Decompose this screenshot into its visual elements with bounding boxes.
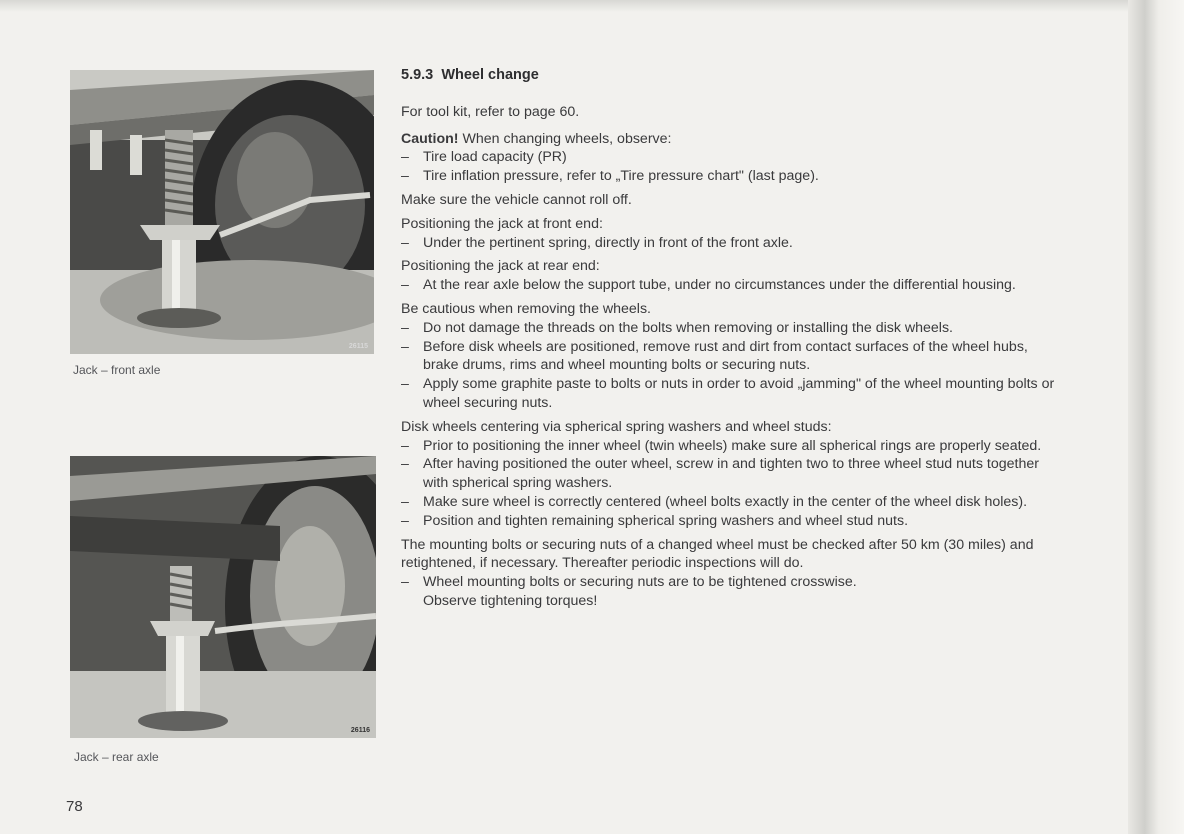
- front-axle-jack-photo: [70, 70, 374, 354]
- paragraph: [401, 103, 1091, 122]
- list-item: – Make sure wheel is correctly centered (wheel bolts exactly in the center of the wheel disk holes).: [401, 493, 1066, 512]
- list-item: – Prior to positioning the inner wheel (twin wheels) make sure all spherical rings are properly seated.: [401, 437, 1066, 456]
- section-number: 5.9.3: [401, 67, 434, 83]
- paragraph-text: For tool kit, refer to page 60.: [401, 103, 580, 120]
- photo-reference-code: 26116: [350, 727, 370, 734]
- paragraph: [401, 257, 1041, 295]
- paragraph-text: Be cautious when removing the wheels.: [401, 300, 651, 317]
- page-top-edge: [0, 0, 1184, 12]
- page-gutter: [1128, 0, 1184, 834]
- list-item: – Under the pertinent spring, directly in front of the front axle.: [401, 234, 1091, 253]
- list-item: – Apply some graphite paste to bolts or nuts in order to avoid „jamming" of the wheel mounting bolts or wheel securing nuts.: [401, 375, 1066, 413]
- paragraph-text: Make sure the vehicle cannot roll off.: [401, 191, 632, 208]
- paragraph-text: The mounting bolts or securing nuts of a changed wheel must be checked after 50 km (30 miles) and retightened, if necessary. Thereafter periodic inspections will do.: [401, 536, 1034, 572]
- paragraph-text: Disk wheels centering via spherical spring washers and wheel studs:: [401, 418, 832, 435]
- figure-caption: Jack – rear axle: [74, 750, 159, 764]
- paragraph: [401, 536, 1091, 611]
- photo-reference-code: 26115: [348, 343, 368, 350]
- paragraph: [401, 300, 1066, 413]
- list-item: – Position and tighten remaining spherical spring washers and wheel stud nuts.: [401, 512, 1066, 531]
- paragraph: [401, 130, 1091, 186]
- list-item: – Before disk wheels are positioned, remove rust and dirt from contact surfaces of the wheel hubs, brake drums, rims and wheel mounting bolts or securing nuts.: [401, 338, 1066, 376]
- section-title: Wheel change: [441, 67, 539, 83]
- list-item: – At the rear axle below the support tube, under no circumstances under the differential housing.: [401, 276, 1041, 295]
- paragraph-text: Positioning the jack at front end:: [401, 215, 603, 232]
- rear-axle-jack-photo: [70, 456, 376, 738]
- page-number: 78: [66, 798, 83, 815]
- list-item: – Tire inflation pressure, refer to „Tire pressure chart" (last page).: [401, 167, 1091, 186]
- list-item: – Do not damage the threads on the bolts when removing or installing the disk wheels.: [401, 319, 1066, 338]
- list-item: – Wheel mounting bolts or securing nuts are to be tightened crosswise.: [401, 573, 1091, 592]
- section-heading: [401, 66, 1091, 85]
- list-item: – After having positioned the outer wheel, screw in and tighten two to three wheel stud nuts together with spherical spring washers.: [401, 455, 1066, 493]
- figure-caption: Jack – front axle: [73, 363, 161, 377]
- paragraph: [401, 191, 1091, 210]
- paragraph: [401, 215, 1091, 253]
- list-item-note: Observe tightening torques!: [423, 592, 598, 609]
- paragraph-text: When changing wheels, observe:: [458, 130, 672, 147]
- paragraph: [401, 418, 1066, 531]
- paragraph-text: Positioning the jack at rear end:: [401, 258, 600, 275]
- section-content: [401, 66, 1091, 616]
- list-item: – Tire load capacity (PR): [401, 148, 1091, 167]
- caution-label: Caution!: [401, 130, 459, 147]
